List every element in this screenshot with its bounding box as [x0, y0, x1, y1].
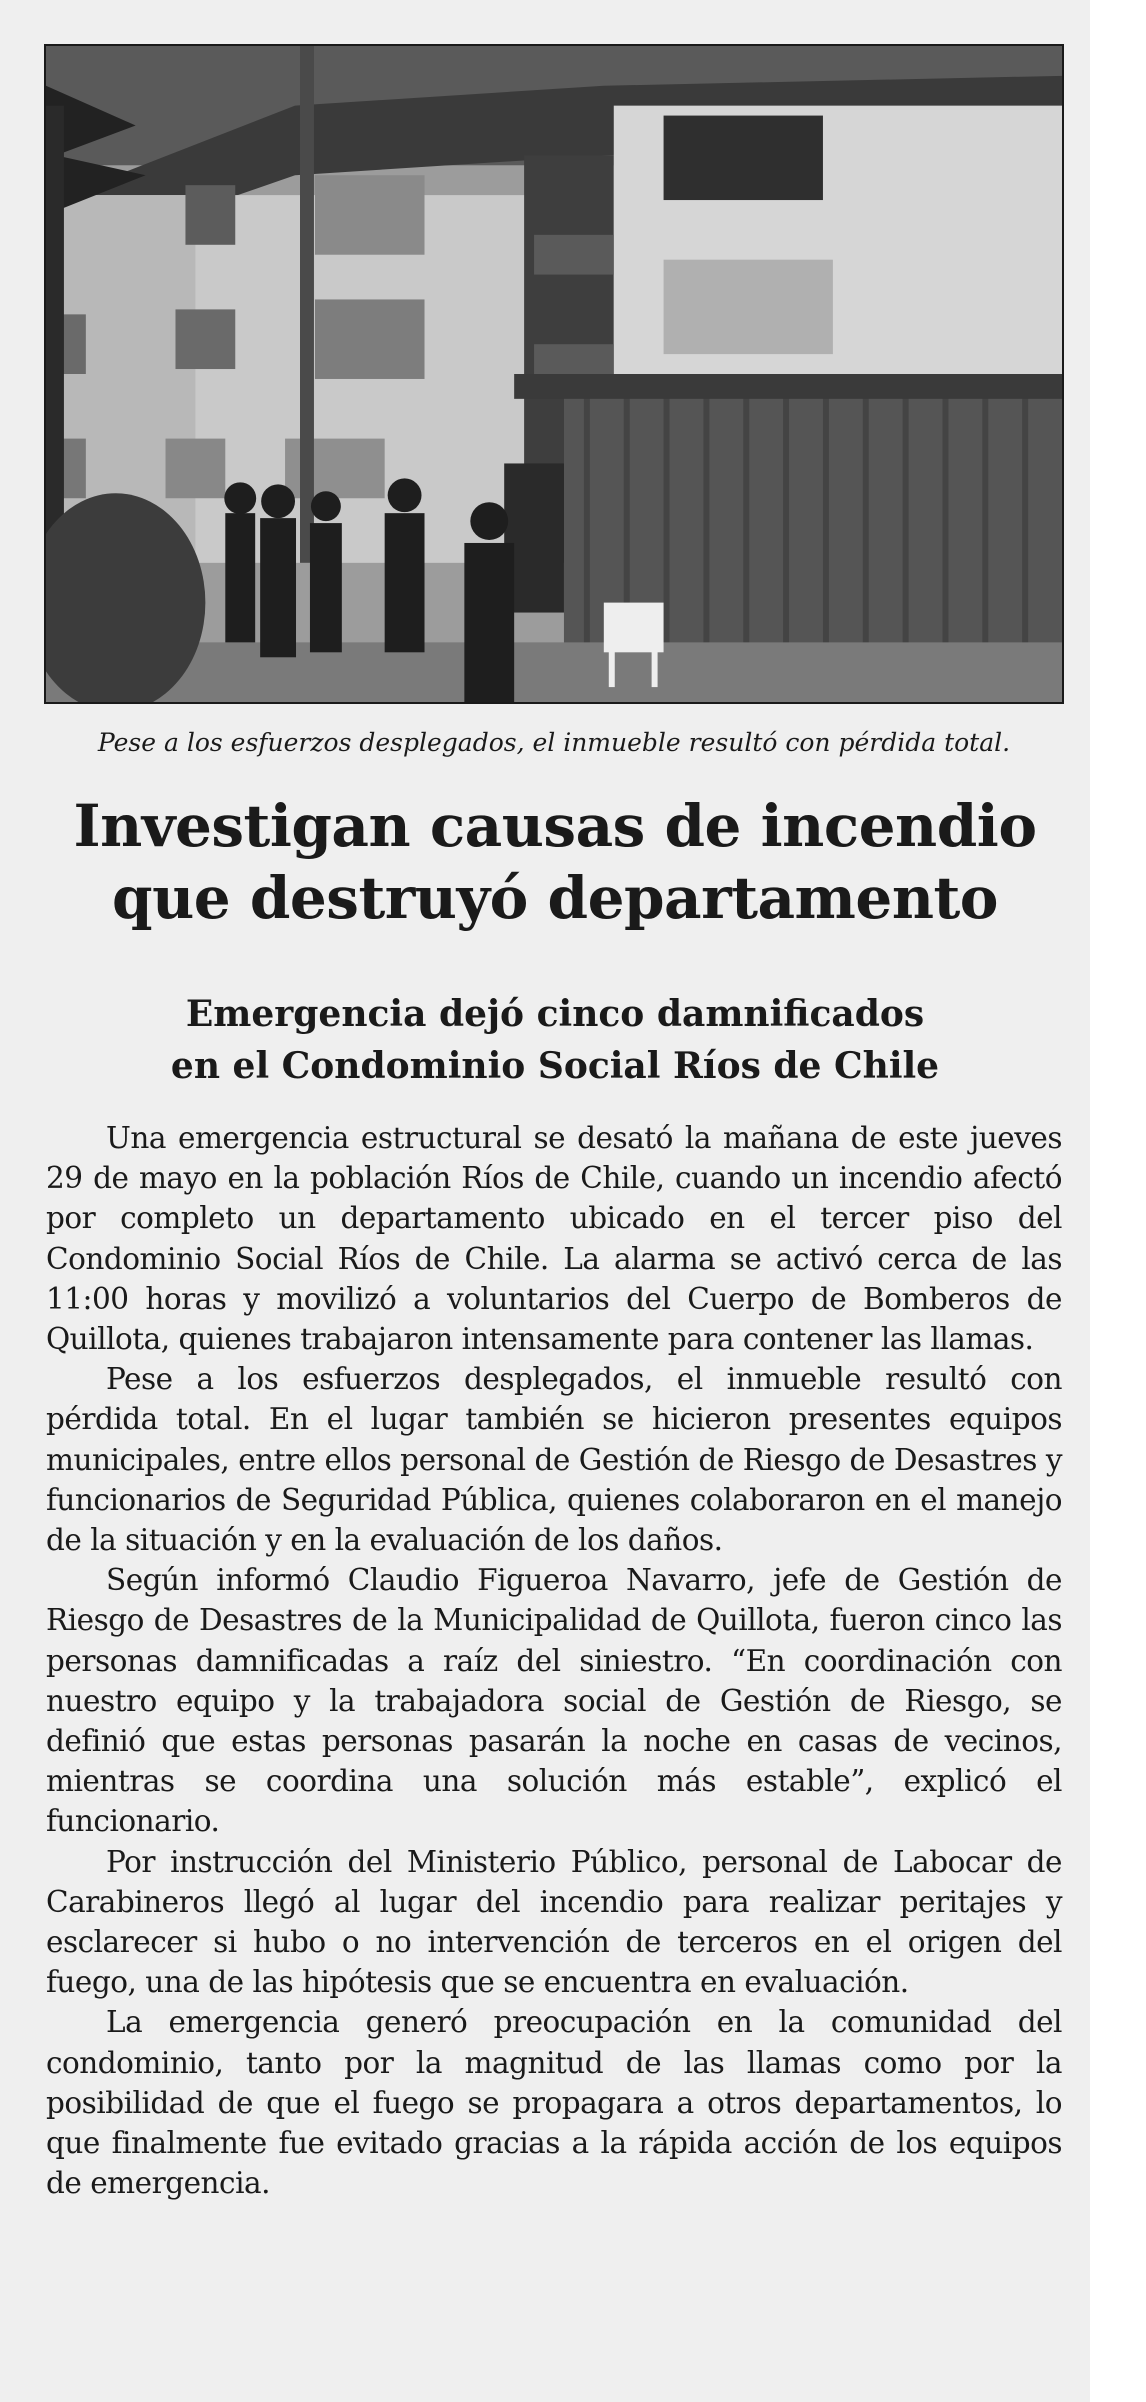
article-paragraph: Una emergencia estructural se desató la mañana de este jueves 29 de mayo en la población Ríos de Chile, cuando un incendio afectó por completo un departamento ubicado en el tercer piso del Condominio Social Ríos de Chile. La alarma se activó cerca de las 11:00 horas y movilizó a voluntarios del Cuerpo de Bomberos de Quillota, quienes trabajaron intensamente para contener las llamas.	[46, 1121, 1062, 1357]
headline-line-2: que destruyó departamento	[112, 864, 998, 932]
headline	[20, 790, 1090, 934]
apartment-building-photo	[46, 46, 1062, 702]
article-body	[46, 1118, 1062, 2203]
article-paragraph: La emergencia generó preocupación en la comunidad del condominio, tanto por la magnitud de las llamas como por la posibilidad de que el fuego se propagara a otros departamentos, lo que finalmente fue evitado gracias a la rápida acción de los equipos de emergencia.	[46, 2005, 1062, 2201]
subheadline-line-1: Emergencia dejó cinco damnificados	[185, 993, 925, 1035]
headline-line-1: Investigan causas de incendio	[73, 792, 1037, 860]
subheadline	[20, 988, 1090, 1092]
article-paragraph: Según informó Claudio Figueroa Navarro, jefe de Gestión de Riesgo de Desastres de la Municipalidad de Quillota, fueron cinco las personas damnificadas a raíz del siniestro. “En coordinación con nuestro equipo y la trabajadora social de Gestión de Riesgo, se definió que estas personas pasarán la noche en casas de vecinos, mientras se coordina una solución más estable”, explicó el funcionario.	[46, 1563, 1062, 1839]
news-photo	[44, 44, 1064, 704]
photo-caption: Pese a los esfuerzos desplegados, el inmueble resultó con pérdida total.	[97, 728, 1011, 757]
subheadline-line-2: en el Condominio Social Ríos de Chile	[170, 1045, 940, 1087]
article-paragraph: Pese a los esfuerzos desplegados, el inmueble resultó con pérdida total. En el lugar también se hicieron presentes equipos municipales, entre ellos personal de Gestión de Riesgo de Desastres y funcionarios de Seguridad Pública, quienes colaboraron en el manejo de la situación y en la evaluación de los daños.	[46, 1362, 1062, 1558]
article-paragraph: Por instrucción del Ministerio Público, personal de Labocar de Carabineros llegó al lugar del incendio para realizar peritajes y esclarecer si hubo o no intervención de terceros en el origen del fuego, una de las hipótesis que se encuentra en evaluación.	[46, 1844, 1062, 2000]
